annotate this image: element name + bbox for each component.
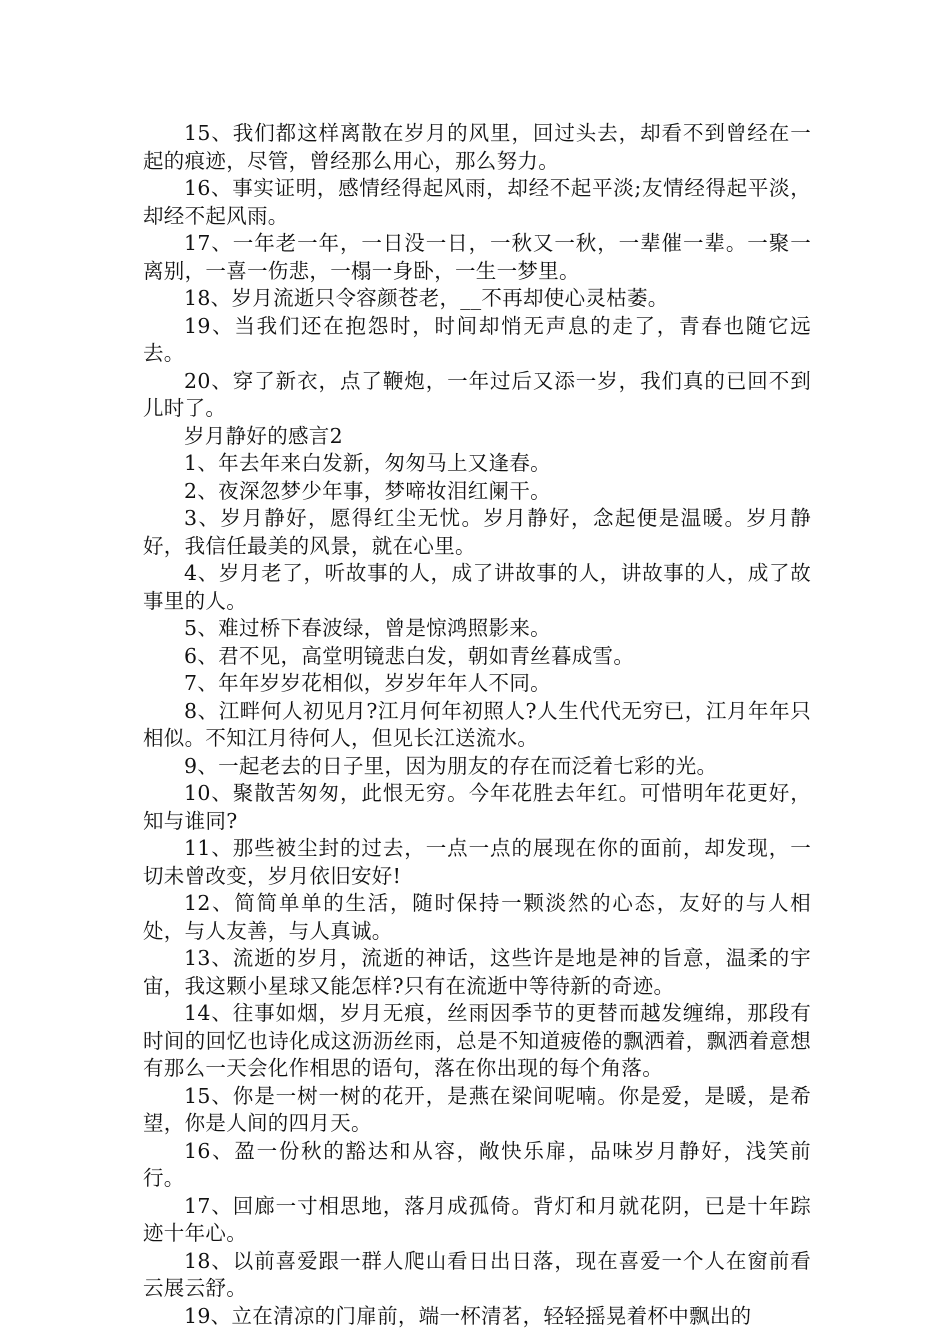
quote-1: 1、年去年来白发新，匆匆马上又逢春。 <box>184 451 551 475</box>
quote-3: 3、岁月静好，愿得红尘无忧。岁月静好，念起便是温暖。岁月静好，我信任最美的风景，就在心里。 <box>143 506 811 558</box>
quote-16: 16、盈一份秋的豁达和从容，敞快乐扉，品味岁月静好，浅笑前行。 <box>143 1138 811 1190</box>
quote-8: 8、江畔何人初见月?江月何年初照人?人生代代无穷已，江月年年只相似。不知江月待何人，但见长江送流水。 <box>143 698 811 750</box>
section-heading: 岁月静好的感言2 <box>184 423 343 448</box>
paragraph-19: 19、当我们还在抱怨时，时间却悄无声息的走了，青春也随它远去。 <box>143 313 811 365</box>
quote-14: 14、往事如烟，岁月无痕，丝雨因季节的更替而越发缠绵，那段有时间的回忆也诗化成这沥沥丝雨，总是不知道疲倦的飘洒着，飘洒着意想有那么一天会化作相思的语句，落在你出现的每个角落。 <box>143 1001 811 1080</box>
paragraph-18: 18、岁月流逝只令容颜苍老，__不再却使心灵枯萎。 <box>184 286 669 310</box>
quote-17: 17、回廊一寸相思地，落月成孤倚。背灯和月就花阴，已是十年踪迹十年心。 <box>143 1193 811 1245</box>
quote-13: 13、流逝的岁月，流逝的神话，这些许是地是神的旨意，温柔的宇宙，我这颗小星球又能怎样?只有在流逝中等待新的奇迹。 <box>143 946 811 998</box>
quote-19: 19、立在清凉的门扉前，端一杯清茗，轻轻摇晃着杯中飘出的 <box>184 1303 752 1328</box>
quote-18: 18、以前喜爱跟一群人爬山看日出日落，现在喜爱一个人在窗前看云展云舒。 <box>143 1248 811 1300</box>
quote-11: 11、那些被尘封的过去，一点一点的展现在你的面前，却发现，一切未曾改变，岁月依旧安好! <box>143 836 811 888</box>
quote-15: 15、你是一树一树的花开，是燕在梁间呢喃。你是爱，是暖，是希望，你是人间的四月天。 <box>143 1083 811 1135</box>
document-page <box>143 120 811 1330</box>
quote-7: 7、年年岁岁花相似，岁岁年年人不同。 <box>184 671 551 695</box>
paragraph-15: 15、我们都这样离散在岁月的风里，回过头去，却看不到曾经在一起的痕迹，尽管，曾经那么用心，那么努力。 <box>143 121 811 173</box>
paragraph-20: 20、穿了新衣，点了鞭炮，一年过后又添一岁，我们真的已回不到儿时了。 <box>143 368 811 420</box>
quote-12: 12、简简单单的生活，随时保持一颗淡然的心态，友好的与人相处，与人友善，与人真诚。 <box>143 891 811 943</box>
quote-4: 4、岁月老了，听故事的人，成了讲故事的人，讲故事的人，成了故事里的人。 <box>143 561 811 613</box>
paragraph-17: 17、一年老一年，一日没一日，一秋又一秋，一辈催一辈。一聚一离别，一喜一伤悲，一榻一身卧，一生一梦里。 <box>143 231 811 283</box>
quote-6: 6、君不见，高堂明镜悲白发，朝如青丝暮成雪。 <box>184 643 635 668</box>
quote-10: 10、聚散苦匆匆，此恨无穷。今年花胜去年红。可惜明年花更好，知与谁同? <box>143 781 811 833</box>
paragraph-16: 16、事实证明，感情经得起风雨，却经不起平淡;友情经得起平淡，却经不起风雨。 <box>143 176 811 228</box>
quote-5: 5、难过桥下春波绿，曾是惊鸿照影来。 <box>184 616 551 640</box>
quote-9: 9、一起老去的日子里，因为朋友的存在而泛着七彩的光。 <box>184 753 718 778</box>
quote-2: 2、夜深忽梦少年事，梦啼妆泪红阑干。 <box>184 478 551 503</box>
